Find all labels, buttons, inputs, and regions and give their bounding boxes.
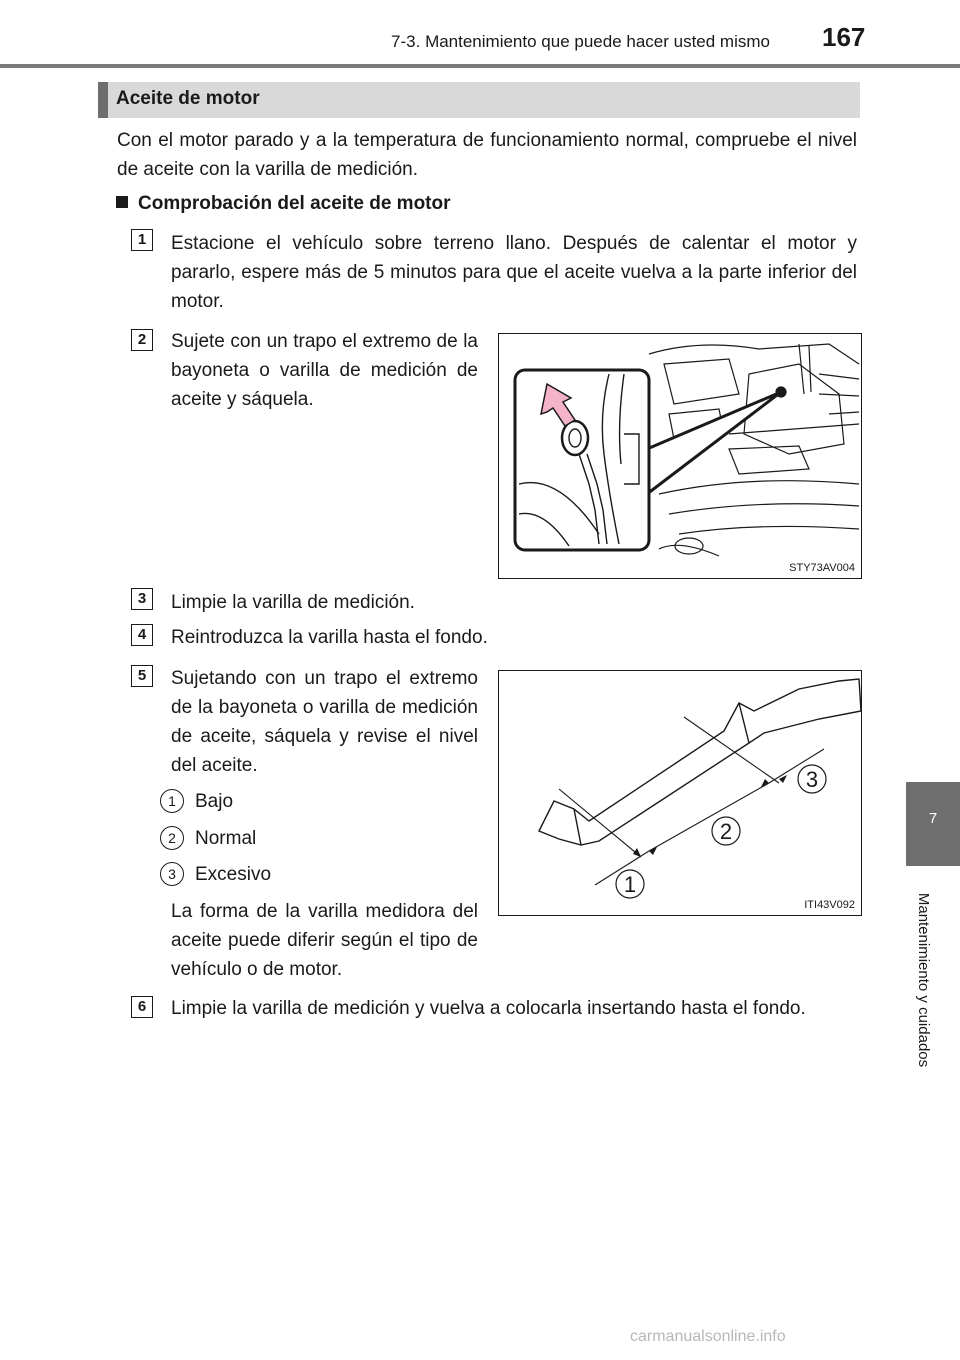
section-title: Aceite de motor	[116, 88, 260, 109]
level-number-2: 2	[160, 826, 184, 850]
section-title-bar	[98, 82, 860, 118]
step-number-6: 6	[131, 996, 153, 1018]
subsection-heading	[116, 193, 451, 215]
chapter-side-label: Mantenimiento y cuidados	[915, 892, 932, 1068]
step-2-text: Sujete con un trapo el extremo de la bayoneta o varilla de medición de aceite y sáquela.	[171, 331, 478, 410]
step-4-text: Reintroduzca la varilla hasta el fondo.	[171, 627, 488, 648]
engine-illustration	[499, 334, 862, 579]
step-5-text: Sujetando con un trapo el extremo de la bayoneta o varilla de medición de aceite, sáquela y revise el nivel del aceite.	[171, 668, 478, 776]
page-number: 167	[822, 22, 866, 52]
level-label-excess: Excesivo	[195, 864, 272, 885]
level-label-normal: Normal	[195, 828, 257, 849]
callout-1: 1	[623, 872, 637, 897]
intro-paragraph: Con el motor parado y a la temperatura de funcionamiento normal, compruebe el nivel de aceite con la varilla de medición.	[117, 130, 857, 180]
level-label-low: Bajo	[195, 791, 234, 812]
engine-dipstick-figure	[498, 333, 862, 579]
step-3-text: Limpie la varilla de medición.	[171, 592, 415, 613]
level-number-1: 1	[160, 789, 184, 813]
dipstick-level-figure	[498, 670, 862, 916]
chapter-title: 7-3. Mantenimiento que puede hacer usted mismo	[391, 32, 770, 51]
figure-code: STY73AV004	[789, 562, 855, 574]
figure-code: ITI43V092	[804, 899, 855, 911]
step-1-text: Estacione el vehículo sobre terreno llano. Después de calentar el motor y pararlo, espere más de 5 minutos para que el aceite vuelva a la parte inferior del motor.	[171, 233, 857, 312]
callout-2: 2	[719, 819, 733, 844]
level-number-3: 3	[160, 862, 184, 886]
step-6-text: Limpie la varilla de medición y vuelva a colocarla insertando hasta el fondo.	[171, 998, 806, 1019]
step-number-3: 3	[131, 588, 153, 610]
dipstick-note: La forma de la varilla medidora del aceite puede diferir según el tipo de vehículo o de motor.	[171, 901, 478, 980]
watermark: carmanualsonline.info	[630, 1328, 786, 1345]
chapter-side-tab	[906, 782, 960, 866]
step-number-5: 5	[131, 665, 153, 687]
chapter-number: 7	[928, 810, 938, 827]
callout-3: 3	[805, 767, 819, 792]
dipstick-illustration	[499, 671, 862, 916]
step-number-1: 1	[131, 229, 153, 251]
square-bullet-icon	[116, 196, 128, 208]
step-number-4: 4	[131, 624, 153, 646]
header-divider	[0, 64, 960, 68]
step-number-2: 2	[131, 329, 153, 351]
subsection-title: Comprobación del aceite de motor	[138, 193, 451, 214]
